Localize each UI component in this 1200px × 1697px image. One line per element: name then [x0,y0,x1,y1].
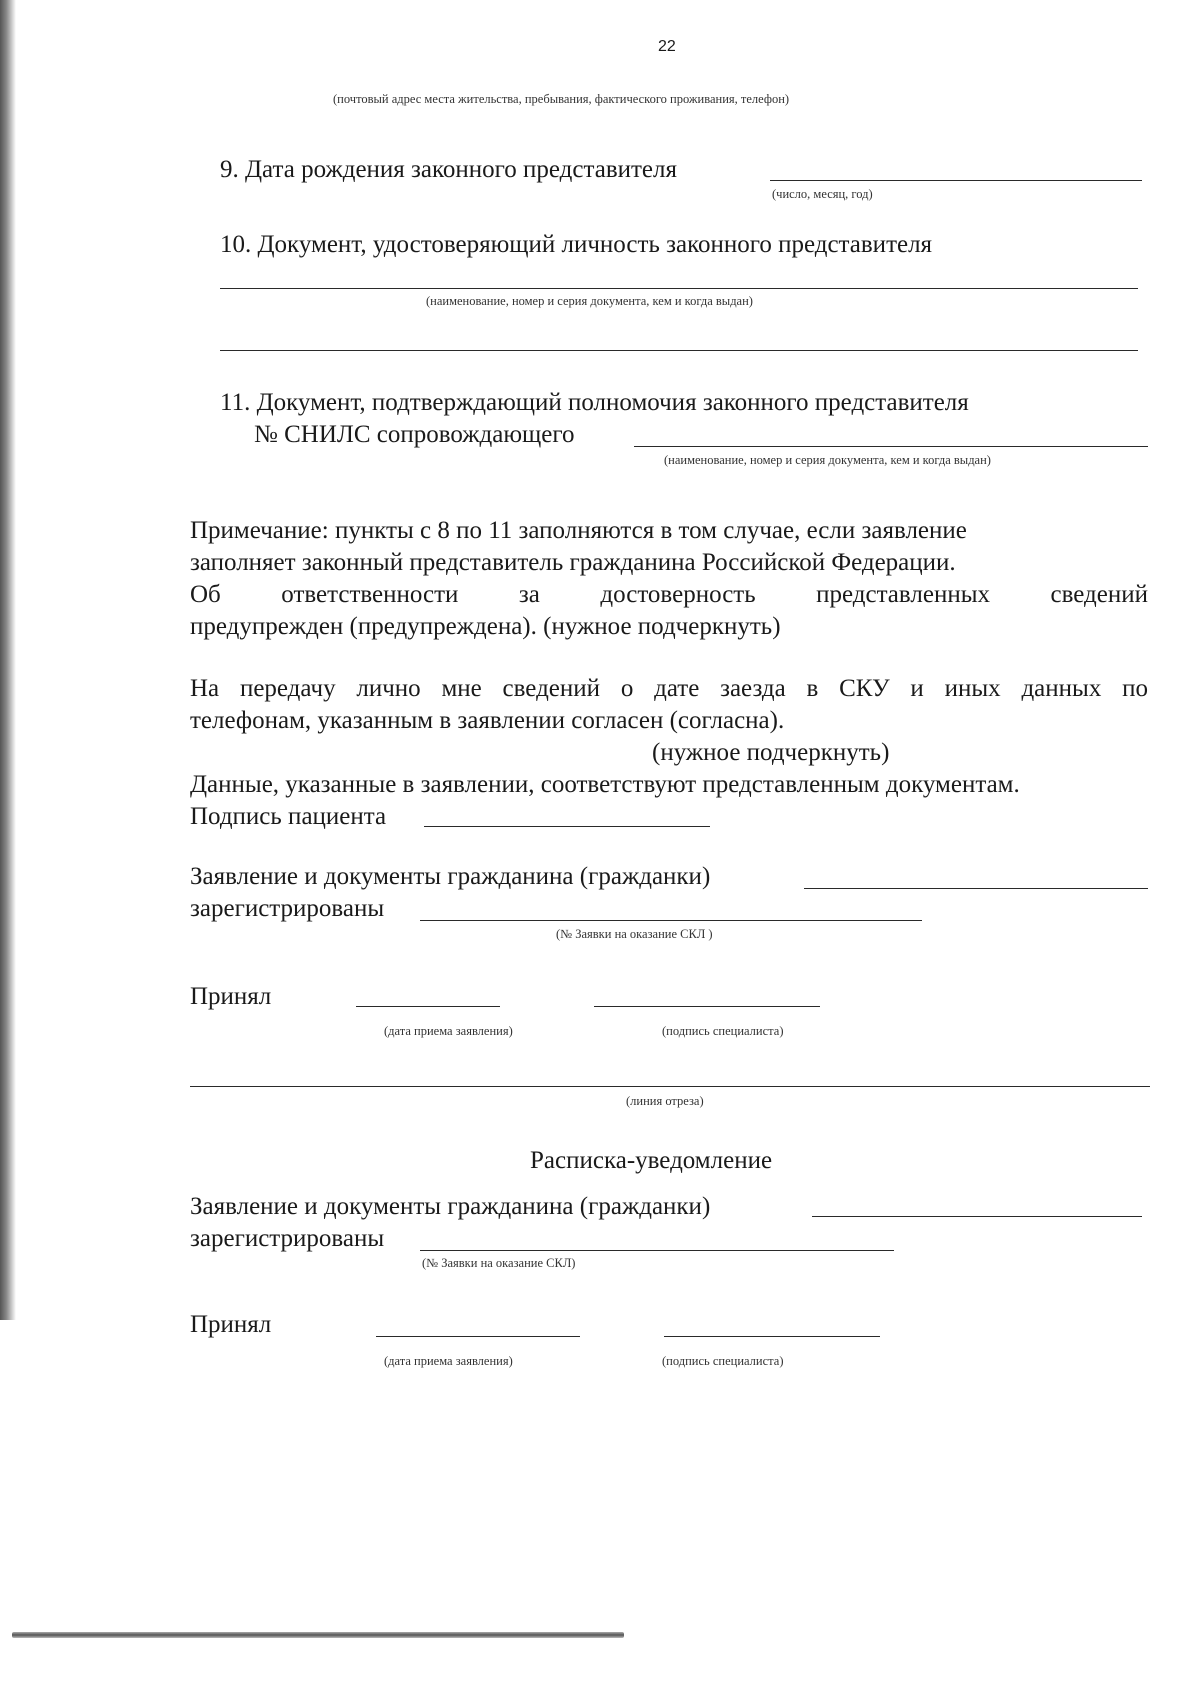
registration1-line-1: Заявление и документы гражданина (гражданки) [190,863,711,890]
consent-line-4: Данные, указанные в заявлении, соответствуют представленным документам. [190,771,1020,798]
registration1-fill-line-2[interactable] [420,920,922,921]
scan-edge-left [0,0,16,1320]
registration1-fill-line-1[interactable] [804,888,1148,889]
accepted2-label: Принял [190,1311,272,1338]
patient-signature-line[interactable] [424,826,710,827]
consent-underline-hint: (нужное подчеркнуть) [652,739,890,766]
accepted1-sign-line[interactable] [594,1006,820,1007]
registration2-line-2: зарегистрированы [190,1225,385,1252]
note-line-3: Об ответственности за достоверность представленных сведений [190,581,1148,608]
registration1-caption: (№ Заявки на оказание СКЛ ) [556,927,713,941]
item10-fill-line-2[interactable] [220,350,1138,351]
item9-label: 9. Дата рождения законного представителя [220,156,678,183]
item10-fill-line-1[interactable] [220,288,1138,289]
scan-edge-bottom [12,1632,624,1638]
note-line-1: Примечание: пункты с 8 по 11 заполняются в том случае, если заявление [190,517,967,544]
item9-caption: (число, месяц, год) [772,187,873,201]
item11-caption: (наименование, номер и серия документа, кем и когда выдан) [664,453,991,467]
snils-label: № СНИЛС сопровождающего [254,421,575,448]
snils-fill-line[interactable] [634,446,1148,447]
registration2-fill-line-1[interactable] [812,1216,1142,1217]
item9-fill-line[interactable] [770,180,1142,181]
registration2-caption: (№ Заявки на оказание СКЛ) [422,1256,576,1270]
accepted1-sign-caption: (подпись специалиста) [662,1024,784,1038]
registration2-line-1: Заявление и документы гражданина (гражданки) [190,1193,711,1220]
accepted2-sign-caption: (подпись специалиста) [662,1354,784,1368]
registration2-fill-line-2[interactable] [420,1250,894,1251]
patient-signature-label: Подпись пациента [190,803,387,830]
cut-line-caption: (линия отреза) [626,1094,704,1108]
accepted2-sign-line[interactable] [664,1336,880,1337]
receipt-title: Расписка-уведомление [530,1147,773,1174]
page-number: 22 [658,38,676,55]
accepted2-date-line[interactable] [376,1336,580,1337]
item11-label: 11. Документ, подтверждающий полномочия законного представителя [220,389,969,416]
note-line-2: заполняет законный представитель гражданина Российской Федерации. [190,549,956,576]
consent-line-2: телефонам, указанным в заявлении согласен (согласна). [190,707,785,734]
accepted1-date-line[interactable] [356,1006,500,1007]
cut-line [190,1086,1150,1087]
address-caption: (почтовый адрес места жительства, пребывания, фактического проживания, телефон) [333,92,790,106]
consent-line-1: На передачу лично мне сведений о дате заезда в СКУ и иных данных по [190,675,1148,702]
accepted2-date-caption: (дата приема заявления) [384,1354,513,1368]
note-line-4: предупрежден (предупреждена). (нужное подчеркнуть) [190,613,781,640]
accepted1-date-caption: (дата приема заявления) [384,1024,513,1038]
registration1-line-2: зарегистрированы [190,895,385,922]
item10-label: 10. Документ, удостоверяющий личность законного представителя [220,231,933,258]
item10-caption: (наименование, номер и серия документа, кем и когда выдан) [426,294,753,308]
accepted1-label: Принял [190,983,272,1010]
